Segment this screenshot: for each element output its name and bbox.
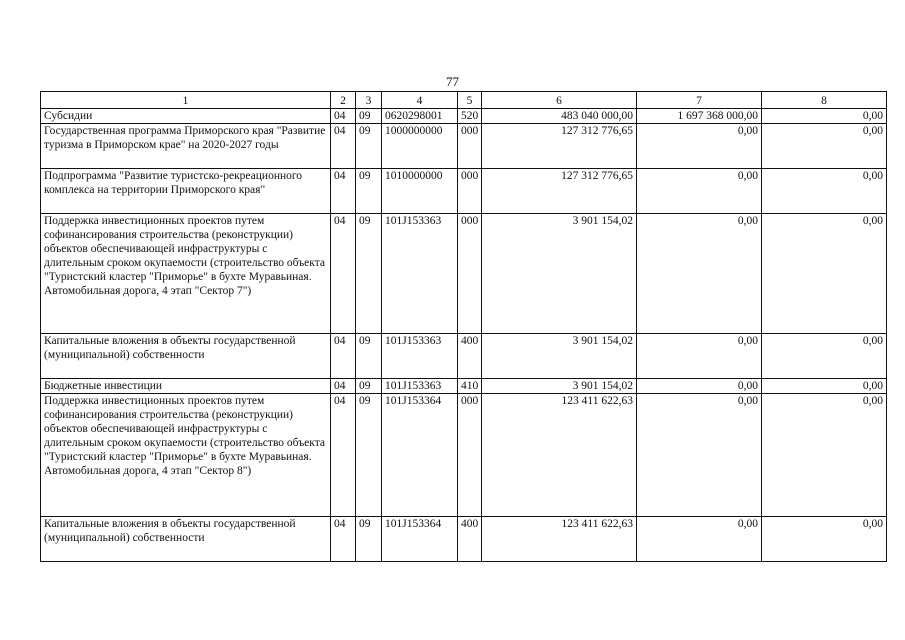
row-expense-type: 000	[458, 169, 482, 214]
row-subsection: 09	[356, 124, 382, 169]
row-section: 04	[331, 109, 356, 124]
row-name: Капитальные вложения в объекты государственной (муниципальной) собственности	[41, 334, 331, 379]
row-name: Подпрограмма "Развитие туристско-рекреационного комплекса на территории Приморского края"	[41, 169, 331, 214]
table-row	[41, 169, 887, 214]
table-row	[41, 394, 887, 517]
row-name: Поддержка инвестиционных проектов путем софинансирования строительства (реконструкции) объектов обеспечивающей инфраструктуры с длительным сроком окупаемости (строительство объекта "Туристский кластер "Приморье" в бухте Муравьиная. Автомобильная дорога, 4 этап "Сектор 7")	[41, 214, 331, 334]
table-row	[41, 214, 887, 334]
row-section: 04	[331, 124, 356, 169]
column-header-1: 1	[41, 92, 331, 109]
row-section: 04	[331, 334, 356, 379]
row-amount-col7: 1 697 368 000,00	[637, 109, 762, 124]
column-header-4: 4	[382, 92, 458, 109]
row-target-article: 101J153364	[382, 394, 458, 517]
row-expense-type: 410	[458, 379, 482, 394]
row-expense-type: 000	[458, 394, 482, 517]
row-expense-type: 520	[458, 109, 482, 124]
row-target-article: 101J153363	[382, 334, 458, 379]
row-amount-col7: 0,00	[637, 517, 762, 562]
row-subsection: 09	[356, 379, 382, 394]
row-section: 04	[331, 379, 356, 394]
row-amount-col6: 3 901 154,02	[482, 379, 637, 394]
row-target-article: 1000000000	[382, 124, 458, 169]
row-subsection: 09	[356, 169, 382, 214]
column-header-7: 7	[637, 92, 762, 109]
row-target-article: 101J153363	[382, 379, 458, 394]
row-amount-col7: 0,00	[637, 394, 762, 517]
row-target-article: 1010000000	[382, 169, 458, 214]
budget-table	[40, 91, 887, 562]
row-name: Бюджетные инвестиции	[41, 379, 331, 394]
row-amount-col7: 0,00	[637, 334, 762, 379]
row-amount-col7: 0,00	[637, 169, 762, 214]
row-amount-col7: 0,00	[637, 214, 762, 334]
row-name: Капитальные вложения в объекты государственной (муниципальной) собственности	[41, 517, 331, 562]
row-target-article: 101J153363	[382, 214, 458, 334]
row-amount-col6: 127 312 776,65	[482, 124, 637, 169]
row-target-article: 101J153364	[382, 517, 458, 562]
row-amount-col6: 3 901 154,02	[482, 334, 637, 379]
row-amount-col8: 0,00	[762, 517, 887, 562]
table-row	[41, 109, 887, 124]
row-amount-col8: 0,00	[762, 124, 887, 169]
table-row	[41, 124, 887, 169]
row-amount-col8: 0,00	[762, 379, 887, 394]
row-amount-col7: 0,00	[637, 124, 762, 169]
row-target-article: 0620298001	[382, 109, 458, 124]
row-expense-type: 000	[458, 214, 482, 334]
row-name: Государственная программа Приморского края "Развитие туризма в Приморском крае" на 2020-2027 годы	[41, 124, 331, 169]
row-amount-col6: 123 411 622,63	[482, 517, 637, 562]
row-amount-col8: 0,00	[762, 214, 887, 334]
table-row	[41, 379, 887, 394]
row-amount-col6: 123 411 622,63	[482, 394, 637, 517]
row-section: 04	[331, 394, 356, 517]
column-header-3: 3	[356, 92, 382, 109]
column-header-8: 8	[762, 92, 887, 109]
row-expense-type: 400	[458, 334, 482, 379]
row-subsection: 09	[356, 109, 382, 124]
table-row	[41, 517, 887, 562]
row-amount-col7: 0,00	[637, 379, 762, 394]
page-number: 77	[446, 74, 459, 89]
row-amount-col6: 3 901 154,02	[482, 214, 637, 334]
header-row	[41, 92, 887, 109]
row-amount-col6: 127 312 776,65	[482, 169, 637, 214]
row-subsection: 09	[356, 214, 382, 334]
row-name: Поддержка инвестиционных проектов путем софинансирования строительства (реконструкции) объектов обеспечивающей инфраструктуры с длительным сроком окупаемости (строительство объекта "Туристский кластер "Приморье" в бухте Муравьиная. Автомобильная дорога, 4 этап "Сектор 8")	[41, 394, 331, 517]
row-subsection: 09	[356, 334, 382, 379]
row-amount-col8: 0,00	[762, 334, 887, 379]
row-expense-type: 400	[458, 517, 482, 562]
row-expense-type: 000	[458, 124, 482, 169]
column-header-6: 6	[482, 92, 637, 109]
column-header-5: 5	[458, 92, 482, 109]
row-amount-col6: 483 040 000,00	[482, 109, 637, 124]
row-amount-col8: 0,00	[762, 169, 887, 214]
table-row	[41, 334, 887, 379]
row-subsection: 09	[356, 517, 382, 562]
row-section: 04	[331, 214, 356, 334]
row-name: Субсидии	[41, 109, 331, 124]
column-header-2: 2	[331, 92, 356, 109]
row-subsection: 09	[356, 394, 382, 517]
row-section: 04	[331, 517, 356, 562]
row-amount-col8: 0,00	[762, 394, 887, 517]
row-section: 04	[331, 169, 356, 214]
table-body	[41, 109, 887, 562]
row-amount-col8: 0,00	[762, 109, 887, 124]
